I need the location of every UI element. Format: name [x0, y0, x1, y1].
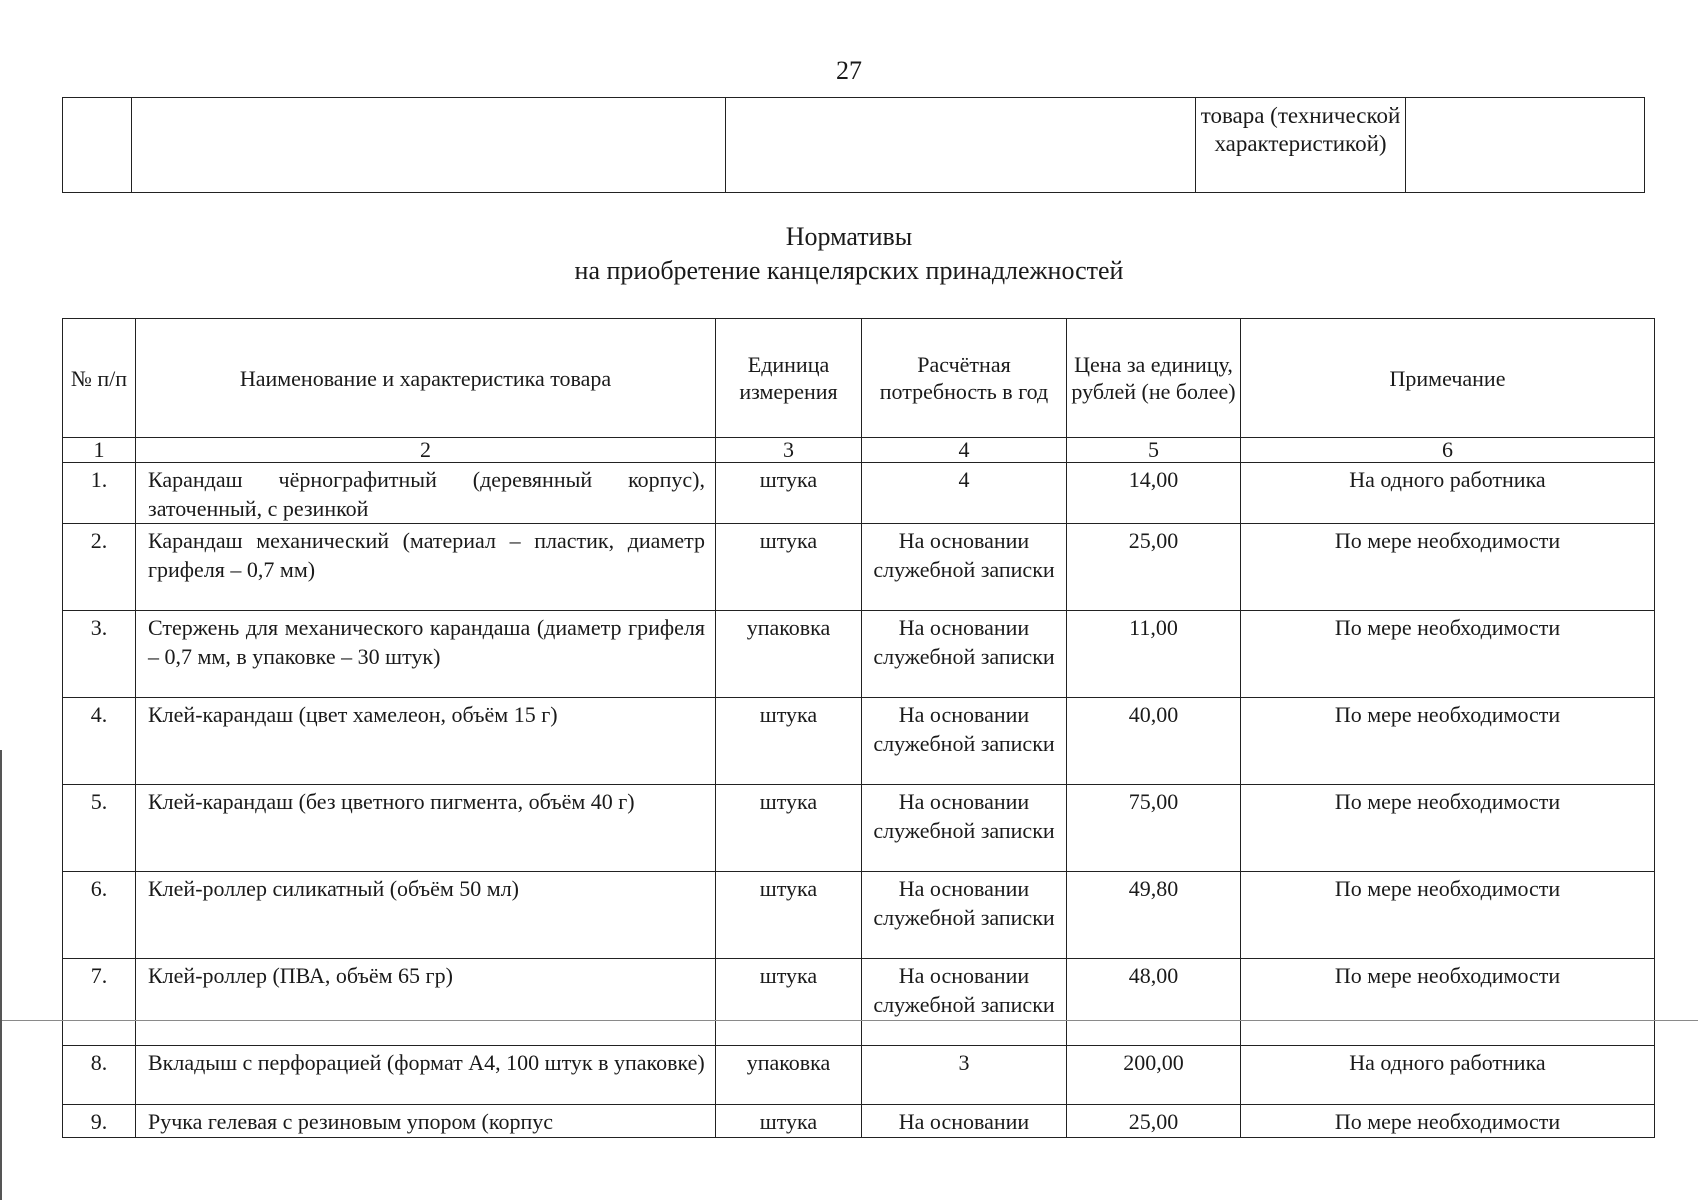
table-row: [63, 524, 1655, 611]
item-need: На основании служебной записки: [862, 698, 1067, 785]
item-name: Карандаш механический (материал – пластик, диаметр грифеля – 0,7 мм): [136, 524, 716, 611]
document-title: Нормативы: [785, 222, 913, 251]
scan-edge-line: [0, 750, 2, 1200]
row-number: 4.: [63, 698, 136, 785]
item-need: 3: [862, 1046, 1067, 1105]
document-subtitle: на приобретение канцелярских принадлежностей: [574, 256, 1124, 285]
scan-fold-line: [0, 1020, 1698, 1021]
item-unit: штука: [716, 524, 862, 611]
table-row: [63, 698, 1655, 785]
table-row: [63, 1105, 1655, 1138]
item-price: 75,00: [1067, 785, 1241, 872]
item-name: Клей-карандаш (цвет хамелеон, объём 15 г): [136, 698, 716, 785]
row-number: 6.: [63, 872, 136, 959]
table-row: [63, 611, 1655, 698]
continuation-table: [62, 97, 1645, 193]
item-note: По мере необходимости: [1241, 959, 1655, 1046]
item-unit: упаковка: [716, 1046, 862, 1105]
item-price: 11,00: [1067, 611, 1241, 698]
item-price: 200,00: [1067, 1046, 1241, 1105]
table-cell: [132, 98, 726, 193]
item-name: Клей-роллер силикатный (объём 50 мл): [136, 872, 716, 959]
header-num: № п/п: [63, 319, 136, 438]
item-note: По мере необходимости: [1241, 698, 1655, 785]
table-row: [63, 98, 1645, 193]
column-number-row: [63, 438, 1655, 463]
header-note: Примечание: [1241, 319, 1655, 438]
column-number: 3: [716, 438, 862, 463]
item-unit: упаковка: [716, 611, 862, 698]
norms-table: [62, 318, 1655, 1138]
table-row: [63, 785, 1655, 872]
item-note: На одного работника: [1241, 1046, 1655, 1105]
column-number: 5: [1067, 438, 1241, 463]
item-name: Ручка гелевая с резиновым упором (корпус: [136, 1105, 716, 1138]
item-name: Карандаш чёрнографитный (деревянный корпус), заточенный, с резинкой: [136, 463, 716, 524]
header-unit: Единица измерения: [716, 319, 862, 438]
item-unit: штука: [716, 959, 862, 1046]
item-note: По мере необходимости: [1241, 1105, 1655, 1138]
row-number: 5.: [63, 785, 136, 872]
row-number: 9.: [63, 1105, 136, 1138]
column-number: 2: [136, 438, 716, 463]
item-price: 14,00: [1067, 463, 1241, 524]
item-price: 25,00: [1067, 524, 1241, 611]
table-row: [63, 959, 1655, 1046]
row-number: 2.: [63, 524, 136, 611]
item-need: На основании служебной записки: [862, 785, 1067, 872]
item-price: 40,00: [1067, 698, 1241, 785]
column-number: 4: [862, 438, 1067, 463]
item-name: Стержень для механического карандаша (диаметр грифеля – 0,7 мм, в упаковке – 30 штук): [136, 611, 716, 698]
item-name: Клей-роллер (ПВА, объём 65 гр): [136, 959, 716, 1046]
column-number: 1: [63, 438, 136, 463]
table-row: [63, 872, 1655, 959]
item-price: 25,00: [1067, 1105, 1241, 1138]
item-unit: штука: [716, 872, 862, 959]
table-cell: товара (технической характеристикой): [1196, 98, 1406, 193]
table-row: [63, 463, 1655, 524]
header-need: Расчётная потребность в год: [862, 319, 1067, 438]
table-row: [63, 1046, 1655, 1105]
item-price: 48,00: [1067, 959, 1241, 1046]
row-number: 3.: [63, 611, 136, 698]
item-price: 49,80: [1067, 872, 1241, 959]
item-need: На основании служебной записки: [862, 872, 1067, 959]
column-number: 6: [1241, 438, 1655, 463]
item-name: Клей-карандаш (без цветного пигмента, объём 40 г): [136, 785, 716, 872]
item-unit: штука: [716, 1105, 862, 1138]
item-note: По мере необходимости: [1241, 872, 1655, 959]
row-number: 8.: [63, 1046, 136, 1105]
item-note: По мере необходимости: [1241, 524, 1655, 611]
header-price: Цена за единицу, рублей (не более): [1067, 319, 1241, 438]
row-number: 1.: [63, 463, 136, 524]
header-name: Наименование и характеристика товара: [136, 319, 716, 438]
item-note: По мере необходимости: [1241, 785, 1655, 872]
item-note: По мере необходимости: [1241, 611, 1655, 698]
row-number: 7.: [63, 959, 136, 1046]
table-cell: [63, 98, 132, 193]
item-need: 4: [862, 463, 1067, 524]
item-need: На основании служебной записки: [862, 611, 1067, 698]
item-need: На основании служебной записки: [862, 959, 1067, 1046]
item-unit: штука: [716, 785, 862, 872]
item-need: На основании: [862, 1105, 1067, 1138]
item-unit: штука: [716, 463, 862, 524]
table-cell: [726, 98, 1196, 193]
item-note: На одного работника: [1241, 463, 1655, 524]
table-header-row: [63, 319, 1655, 438]
item-need: На основании служебной записки: [862, 524, 1067, 611]
item-unit: штука: [716, 698, 862, 785]
item-name: Вкладыш с перфорацией (формат А4, 100 штук в упаковке): [136, 1046, 716, 1105]
table-cell: [1406, 98, 1645, 193]
page-number: 27: [836, 56, 862, 85]
